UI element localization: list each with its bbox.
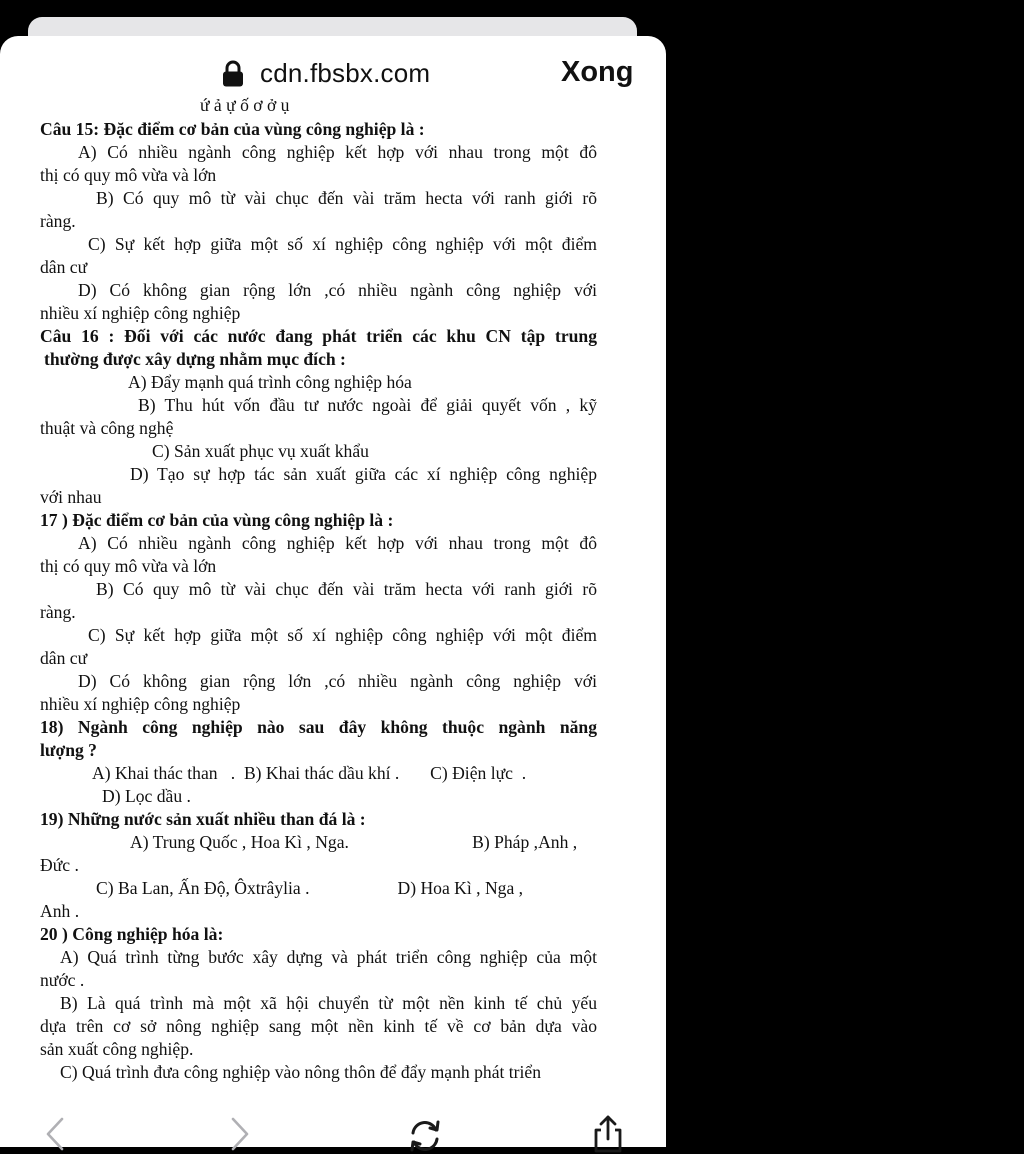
cut-off-top-line: ứ ả ự ố ơ ở ụ — [200, 95, 290, 115]
q19-options-ab: A) Trung Quốc , Hoa Kì , Nga. B) Pháp ,Anh , — [130, 832, 578, 852]
q18-option-d: D) Lọc dầu . — [102, 786, 191, 806]
share-icon[interactable] — [592, 1114, 624, 1154]
q19-options-cd: C) Ba Lan, Ấn Độ, Ôxtrâylia . D) Hoa Kì , Nga , — [96, 878, 524, 898]
question-20-title: 20 ) Công nghiệp hóa là: — [40, 924, 224, 944]
question-18-title-cont: lượng ? — [40, 740, 97, 760]
question-16-title: Câu 16 : Đối với các nước đang phát triển các khu CN tập trung — [40, 326, 597, 346]
q17-option-a-cont: thị có quy mô vừa và lớn — [40, 556, 217, 576]
q17-option-c-cont: dân cư — [40, 648, 88, 668]
q15-option-c-cont: dân cư — [40, 257, 88, 277]
document-page — [40, 95, 597, 1082]
q16-option-d: D) Tạo sự hợp tác sản xuất giữa các xí nghiệp công nghiệp — [130, 464, 597, 484]
q17-option-c: C) Sự kết hợp giữa một số xí nghiệp công nghiệp với một điểm — [88, 625, 597, 645]
q20-option-a: A) Quá trình từng bước xây dựng và phát triển công nghiệp của một — [60, 947, 597, 967]
q16-option-a: A) Đẩy mạnh quá trình công nghiệp hóa — [128, 372, 412, 392]
q20-option-a-cont: nước . — [40, 970, 85, 990]
chevron-right-icon[interactable] — [229, 1116, 251, 1152]
q20-option-b-cont-2: sản xuất công nghiệp. — [40, 1039, 194, 1059]
done-button[interactable]: Xong — [561, 56, 634, 88]
browser-sheet — [0, 36, 666, 1147]
q17-option-a: A) Có nhiều ngành công nghiệp kết hợp với nhau trong một đô — [78, 533, 597, 553]
refresh-icon[interactable] — [406, 1119, 444, 1153]
question-17-title: 17 ) Đặc điểm cơ bản của vùng công nghiệp là : — [40, 510, 394, 530]
lock-icon — [222, 61, 244, 87]
q15-option-b: B) Có quy mô từ vài chục đến vài trăm hecta với ranh giới rõ — [96, 188, 597, 208]
question-15-title: Câu 15: Đặc điểm cơ bản của vùng công nghiệp là : — [40, 119, 425, 139]
q17-option-d-cont: nhiều xí nghiệp công nghiệp — [40, 694, 241, 714]
cut-off-bottom-line: C) Quá trình đưa công nghiệp vào nông thôn để đẩy mạnh phát triển — [60, 1062, 542, 1082]
q20-option-b: B) Là quá trình mà một xã hội chuyển từ một nền kinh tế chủ yếu — [60, 993, 597, 1013]
q15-option-a-cont: thị có quy mô vừa và lớn — [40, 165, 217, 185]
q16-option-c: C) Sản xuất phục vụ xuất khẩu — [152, 441, 369, 461]
q18-options-abc: A) Khai thác than . B) Khai thác dầu khí . C) Điện lực . — [92, 763, 527, 783]
q16-option-d-cont: với nhau — [40, 487, 102, 507]
question-16-title-cont: thường được xây dựng nhằm mục đích : — [44, 349, 346, 369]
url-bar — [0, 36, 666, 112]
q17-option-b-cont: ràng. — [40, 602, 76, 622]
q19-option-b-cont: Đức . — [40, 855, 79, 875]
q15-option-d: D) Có không gian rộng lớn ,có nhiều ngành công nghiệp với — [78, 280, 597, 300]
bottom-toolbar — [0, 1076, 666, 1147]
q19-option-d-cont: Anh . — [40, 901, 80, 921]
question-19-title: 19) Những nước sản xuất nhiều than đá là : — [40, 809, 366, 829]
q15-option-d-cont: nhiều xí nghiệp công nghiệp — [40, 303, 241, 323]
q20-option-b-cont: dựa trên cơ sở nông nghiệp sang một nền kinh tế về cơ bản dựa vào — [40, 1016, 597, 1036]
q16-option-b: B) Thu hút vốn đầu tư nước ngoài để giải quyết vốn , kỹ — [138, 395, 597, 415]
q15-option-b-cont: ràng. — [40, 211, 76, 231]
chevron-left-icon[interactable] — [44, 1116, 66, 1152]
q17-option-d: D) Có không gian rộng lớn ,có nhiều ngành công nghiệp với — [78, 671, 597, 691]
q17-option-b: B) Có quy mô từ vài chục đến vài trăm hecta với ranh giới rõ — [96, 579, 597, 599]
q16-option-b-cont: thuật và công nghệ — [40, 418, 174, 438]
url-text[interactable]: cdn.fbsbx.com — [260, 58, 431, 88]
question-18-title: 18) Ngành công nghiệp nào sau đây không thuộc ngành năng — [40, 717, 597, 737]
q15-option-c: C) Sự kết hợp giữa một số xí nghiệp công nghiệp với một điểm — [88, 234, 597, 254]
q15-option-a: A) Có nhiều ngành công nghiệp kết hợp với nhau trong một đô — [78, 142, 597, 162]
